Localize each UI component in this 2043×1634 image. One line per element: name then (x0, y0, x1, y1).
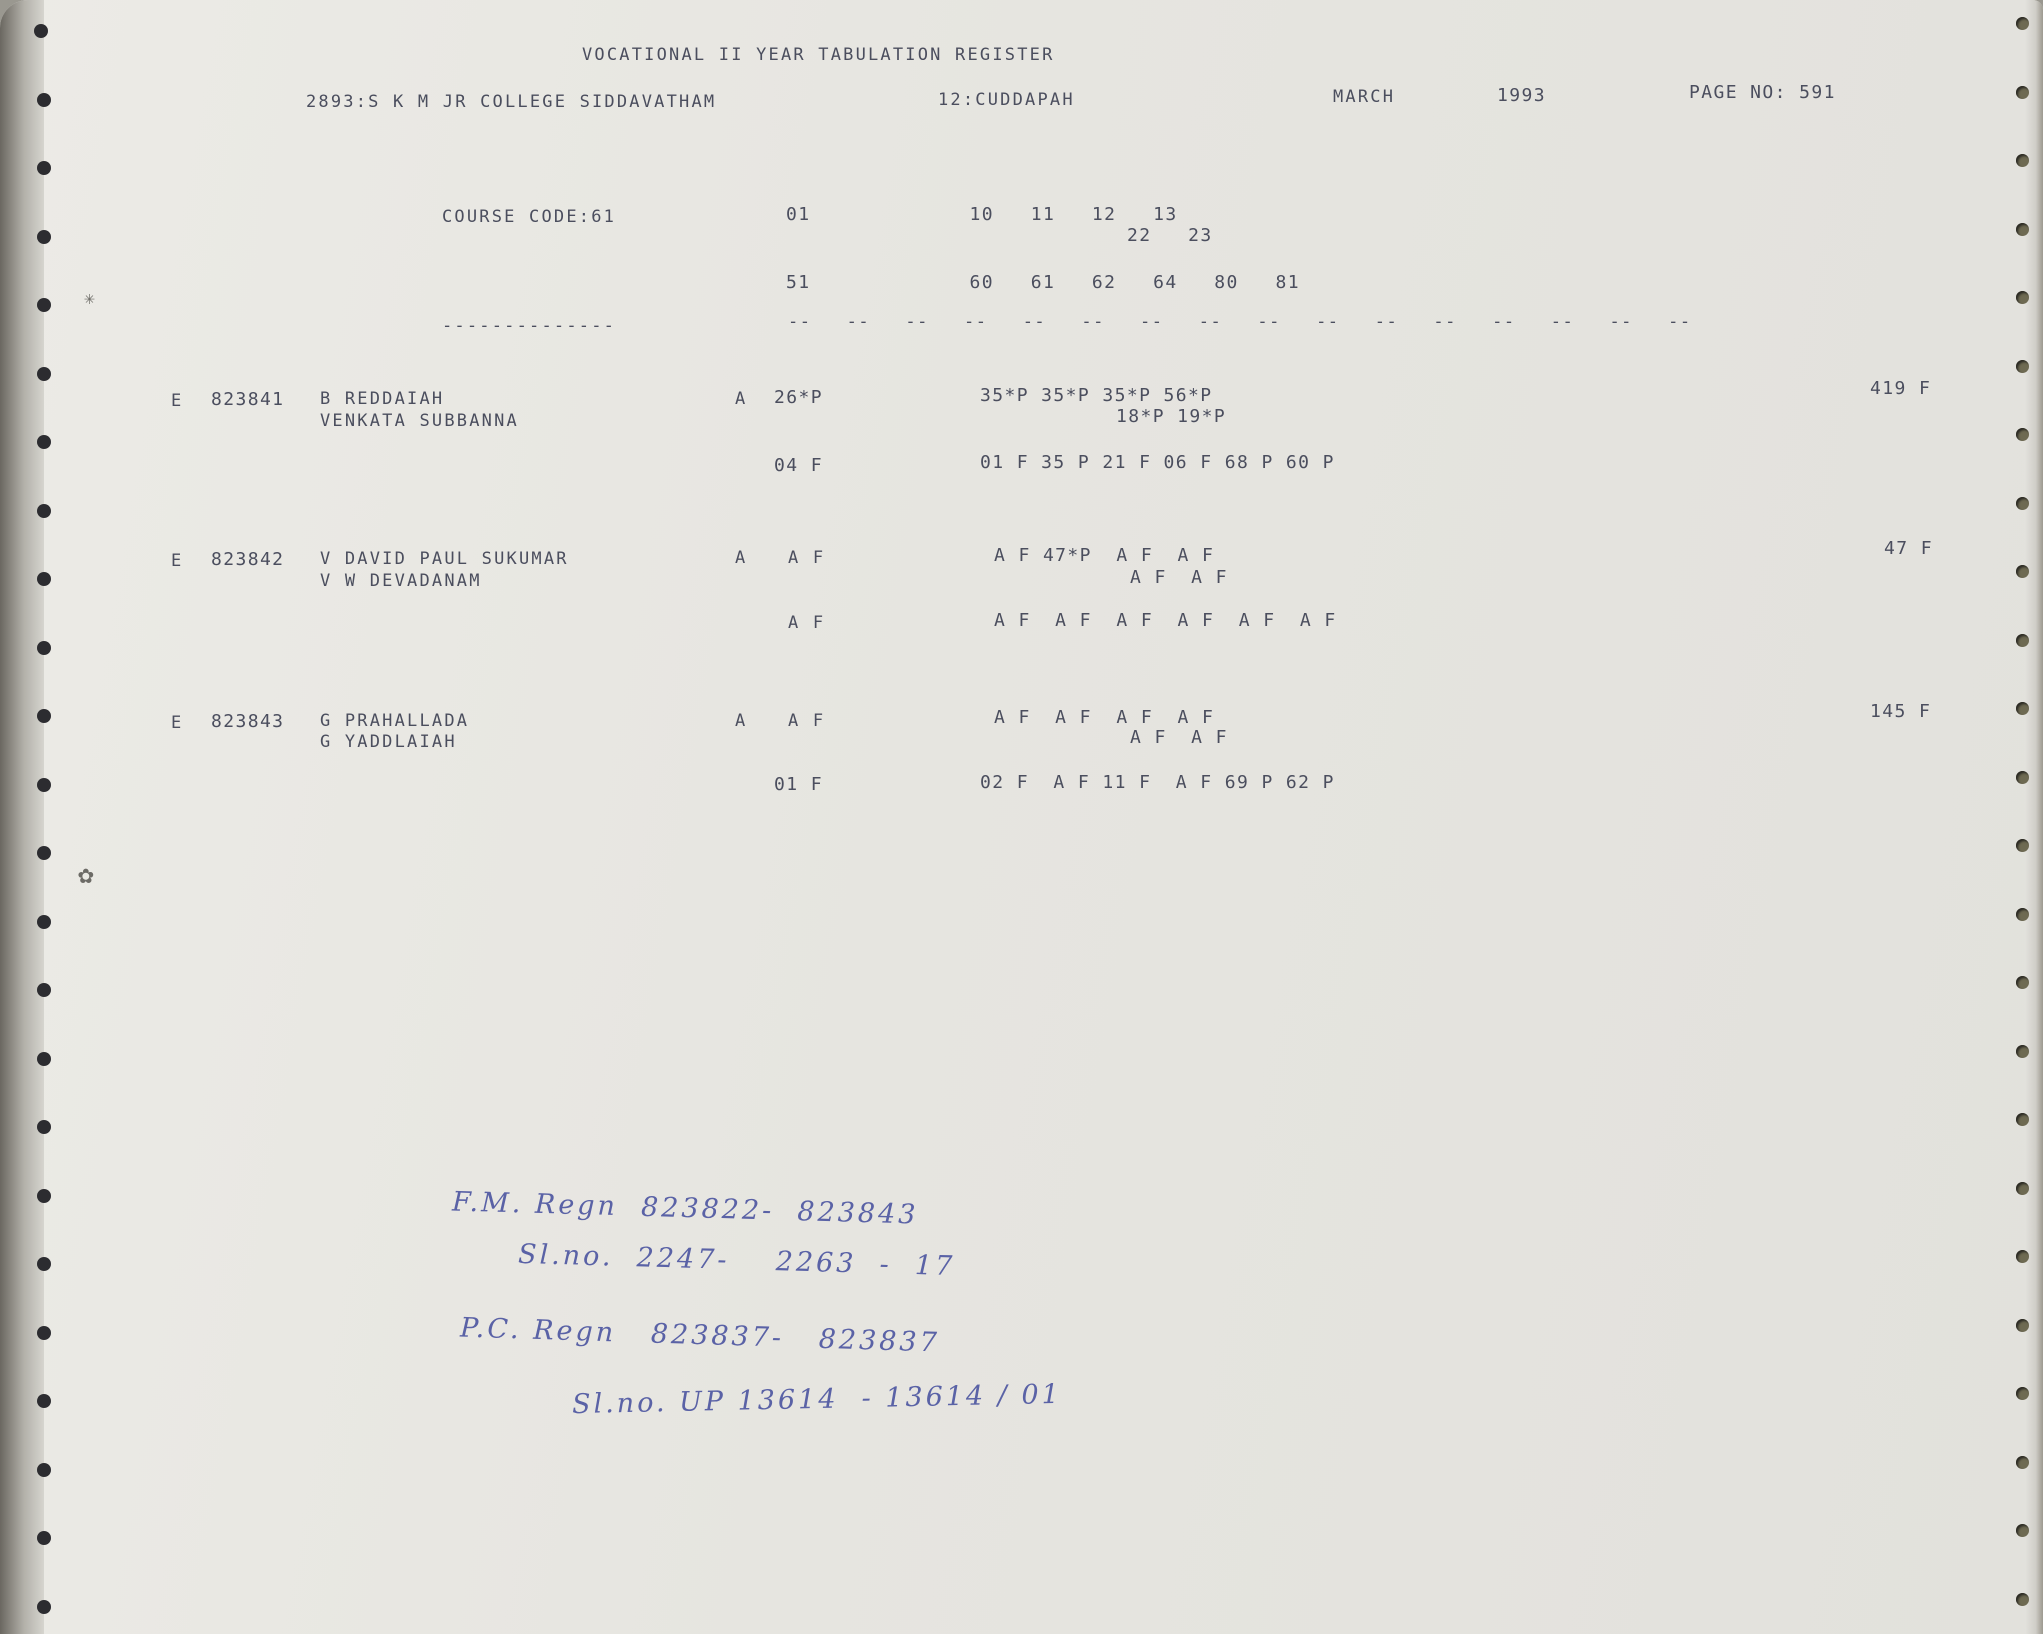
feed-hole (2016, 1593, 2029, 1606)
feed-hole (2016, 839, 2029, 852)
page-number: PAGE NO: 591 (1689, 82, 1836, 103)
feed-hole (37, 1120, 51, 1134)
feed-hole (37, 161, 51, 175)
feed-hole (37, 367, 51, 381)
status-code: A (735, 711, 748, 731)
feed-hole (2016, 976, 2029, 989)
feed-hole (37, 1326, 51, 1340)
student-name: G PRAHALLADA (320, 711, 470, 731)
feed-hole (37, 298, 51, 312)
feed-hole (37, 230, 51, 244)
feed-hole (34, 24, 48, 38)
roll-number: 823841 (211, 389, 285, 410)
feed-hole (37, 435, 51, 449)
handwritten-note-pc-regn: P.C. Regn 823837- 823837 (459, 1312, 941, 1359)
feed-hole (37, 1257, 51, 1271)
record-flag: E (171, 391, 184, 411)
feed-hole (37, 1052, 51, 1066)
feed-hole (2016, 634, 2029, 647)
feed-hole (2016, 154, 2029, 167)
left-tractor-strip (0, 0, 44, 1634)
marks-row2-first: 04 F (774, 455, 823, 476)
register-title: VOCATIONAL II YEAR TABULATION REGISTER (582, 45, 1055, 65)
status-code: A (735, 389, 748, 409)
student-name: V DAVID PAUL SUKUMAR (320, 549, 569, 569)
marks-row1-second: 18*P 19*P (1116, 406, 1227, 427)
college-name: 2893:S K M JR COLLEGE SIDDAVATHAM (306, 92, 717, 112)
feed-hole (37, 1531, 51, 1545)
record-flag: E (171, 551, 184, 571)
binding-thread-mark: ✿ (78, 860, 94, 890)
feed-hole (2016, 428, 2029, 441)
dash-separator-left: -------------- (442, 316, 617, 336)
feed-hole (37, 983, 51, 997)
feed-hole (37, 641, 51, 655)
student-name: B REDDAIAH (320, 389, 445, 409)
feed-hole (2016, 702, 2029, 715)
binding-thread-mark: ✳ (84, 288, 95, 309)
feed-hole (37, 572, 51, 586)
feed-hole (37, 1600, 51, 1614)
marks-row1: A F 47*P A F A F (994, 545, 1215, 566)
feed-hole (37, 846, 51, 860)
feed-hole (37, 709, 51, 723)
feed-hole (37, 1394, 51, 1408)
father-name: VENKATA SUBBANNA (320, 411, 519, 431)
dash-separator-right: -- -- -- -- -- -- -- -- -- -- -- -- -- -- -- -- (788, 312, 1692, 332)
marks-row1-second: A F A F (1130, 567, 1228, 588)
marks-row2: 02 F A F 11 F A F 69 P 62 P (980, 772, 1335, 793)
feed-hole (2016, 1524, 2029, 1537)
subject-codes-row2: 51 60 61 62 64 80 81 (786, 272, 1300, 293)
marks-first-subject: A F (788, 548, 826, 568)
handwritten-note-fm-regn: F.M. Regn 823822- 823843 (451, 1186, 919, 1231)
marks-row1: 35*P 35*P 35*P 56*P (980, 385, 1213, 406)
feed-hole (2016, 223, 2029, 236)
marks-first-subject: A F (788, 711, 826, 731)
feed-hole (2016, 1456, 2029, 1469)
feed-hole (2016, 1319, 2029, 1332)
feed-hole (2016, 1182, 2029, 1195)
course-code-label: COURSE CODE:61 (442, 207, 617, 227)
feed-hole (2016, 1113, 2029, 1126)
feed-hole (37, 915, 51, 929)
subject-codes-row1-second: 22 23 (1127, 225, 1213, 246)
marks-first-subject: 26*P (774, 387, 823, 408)
feed-hole (2016, 86, 2029, 99)
feed-hole (2016, 1045, 2029, 1058)
roll-number: 823843 (211, 711, 285, 732)
handwritten-note-slno-1: Sl.no. 2247- 2263 - 17 (517, 1238, 956, 1283)
marks-row1: A F A F A F A F (994, 707, 1215, 728)
district-name: 12:CUDDAPAH (938, 90, 1075, 110)
exam-year: 1993 (1497, 85, 1546, 106)
feed-hole (2016, 17, 2029, 30)
feed-hole (37, 1463, 51, 1477)
marks-row2-first: A F (788, 613, 826, 633)
record-flag: E (171, 713, 184, 733)
feed-hole (2016, 291, 2029, 304)
marks-row2-first: 01 F (774, 774, 823, 795)
handwritten-note-slno-2: Sl.no. UP 13614 - 13614 / 01 (571, 1378, 1063, 1421)
subject-codes-row1: 01 10 11 12 13 (786, 204, 1178, 225)
marks-row2: 01 F 35 P 21 F 06 F 68 P 60 P (980, 452, 1335, 473)
feed-hole (2016, 908, 2029, 921)
feed-hole (2016, 497, 2029, 510)
total-result: 419 F (1870, 378, 1932, 399)
feed-hole (37, 1189, 51, 1203)
father-name: G YADDLAIAH (320, 732, 457, 752)
father-name: V W DEVADANAM (320, 571, 482, 591)
total-result: 145 F (1870, 701, 1932, 722)
feed-hole (37, 778, 51, 792)
feed-hole (37, 93, 51, 107)
feed-hole (2016, 360, 2029, 373)
exam-month: MARCH (1333, 87, 1396, 107)
feed-hole (2016, 1250, 2029, 1263)
total-result: 47 F (1884, 538, 1933, 559)
feed-hole (2016, 1387, 2029, 1400)
feed-hole (37, 504, 51, 518)
marks-row2: A F A F A F A F A F A F (994, 610, 1337, 631)
marks-row1-second: A F A F (1130, 727, 1228, 748)
feed-hole (2016, 771, 2029, 784)
status-code: A (735, 548, 748, 568)
roll-number: 823842 (211, 549, 285, 570)
feed-hole (2016, 565, 2029, 578)
